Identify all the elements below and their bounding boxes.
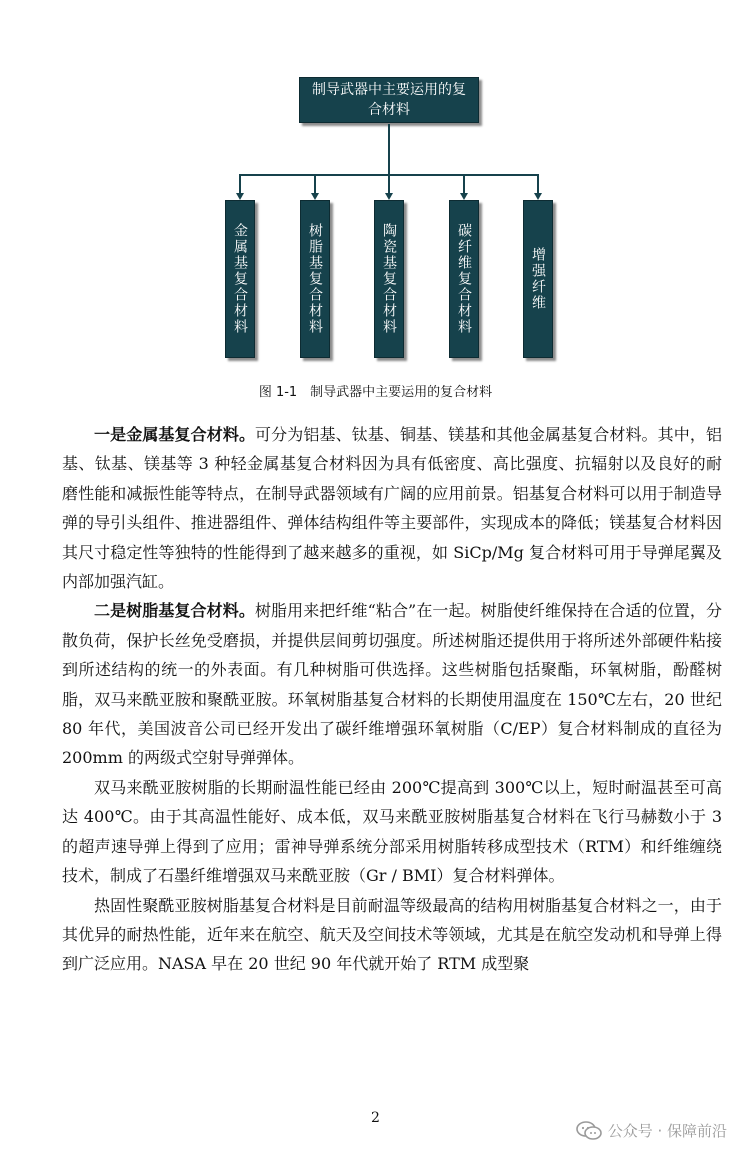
watermark-text: 公众号 · 保障前沿	[607, 1122, 727, 1140]
diagram-drop-line	[388, 174, 390, 193]
diagram-root-box: 制导武器中主要运用的复合材料	[299, 77, 479, 123]
body-text	[62, 420, 722, 979]
diagram-trunk-line	[388, 124, 390, 175]
arrow-icon	[311, 193, 319, 200]
diagram-drop-line	[537, 174, 539, 193]
arrow-icon	[534, 193, 542, 200]
diagram-box-ceramic-matrix: 陶瓷基复合材料	[374, 200, 404, 358]
diagram-box-reinforced-fiber: 增强纤维	[523, 200, 553, 358]
arrow-icon	[460, 193, 468, 200]
arrow-icon	[385, 193, 393, 200]
diagram-drop-line	[463, 174, 465, 193]
page-number: 2	[371, 1110, 380, 1126]
watermark	[576, 1120, 727, 1141]
figure-caption: 图 1-1 制导武器中主要运用的复合材料	[258, 385, 493, 400]
paragraph-lead: 一是金属基复合材料。	[94, 425, 256, 444]
paragraph	[62, 596, 722, 772]
paragraph-text: 热固性聚酰亚胺树脂基复合材料是目前耐温等级最高的结构用树脂基复合材料之一，由于其优异的耐热性能，近年来在航空、航天及空间技术等领域，尤其是在航空发动机和导弹上得到广泛应用。NASA 早在 20 世纪 90 年代就开始了 RTM 成型聚	[62, 895, 722, 974]
paragraph-text: 可分为铝基、钛基、铜基、镁基和其他金属基复合材料。其中，铝基、钛基、镁基等 3 种轻金属基复合材料因为具有低密度、高比强度、抗辐射以及良好的耐磨性能和减振性能等特点，在制导武器领域有广阔的应用前景。铝基复合材料可以用于制造导弹的导引头组件、推进器组件、弹体结构组件等主要部件，实现成本的降低；镁基复合材料因其尺寸稳定性等独特的性能得到了越来越多的重视，如 SiCp/Mg 复合材料可用于导弹尾翼及内部加强汽缸。	[62, 425, 722, 592]
paragraph	[62, 420, 722, 596]
diagram-box-resin-matrix: 树脂基复合材料	[300, 200, 330, 358]
diagram-drop-line	[239, 174, 241, 193]
paragraph-text: 双马来酰亚胺树脂的长期耐温性能已经由 200℃提高到 300℃以上，短时耐温甚至可高达 400℃。由于其高温性能好、成本低，双马来酰亚胺树脂基复合材料在飞行马赫数小于 3 的超声速导弹上得到了应用；雷神导弹系统分部采用树脂转移成型技术（RTM）和纤维缠绕技术，制成了石墨纤维增强双马来酰亚胺（Gr / BMI）复合材料弹体。	[62, 777, 722, 886]
paragraph	[62, 891, 722, 979]
diagram-box-carbon-fiber: 碳纤维复合材料	[449, 200, 479, 358]
composite-materials-diagram	[0, 0, 751, 370]
diagram-drop-line	[314, 174, 316, 193]
wechat-icon	[576, 1121, 602, 1141]
arrow-icon	[236, 193, 244, 200]
paragraph-lead: 二是树脂基复合材料。	[94, 601, 255, 621]
paragraph-text: 树脂用来把纤维“粘合”在一起。树脂使纤维保持在合适的位置，分散负荷，保护长丝免受磨损，并提供层间剪切强度。所述树脂还提供用于将所述外部硬件粘接到所述结构的统一的外表面。有几种树脂可供选择。这些树脂包括聚酯，环氧树脂，酚醛树脂，双马来酰亚胺和聚酰亚胺。环氧树脂基复合材料的长期使用温度在 150℃左右，20 世纪 80 年代，美国波音公司已经开发出了碳纤维增强环氧树脂（C/EP）复合材料制成的直径为 200mm 的两级式空射导弹弹体。	[62, 601, 722, 768]
diagram-box-metal-matrix: 金属基复合材料	[225, 200, 255, 358]
paragraph	[62, 773, 722, 891]
